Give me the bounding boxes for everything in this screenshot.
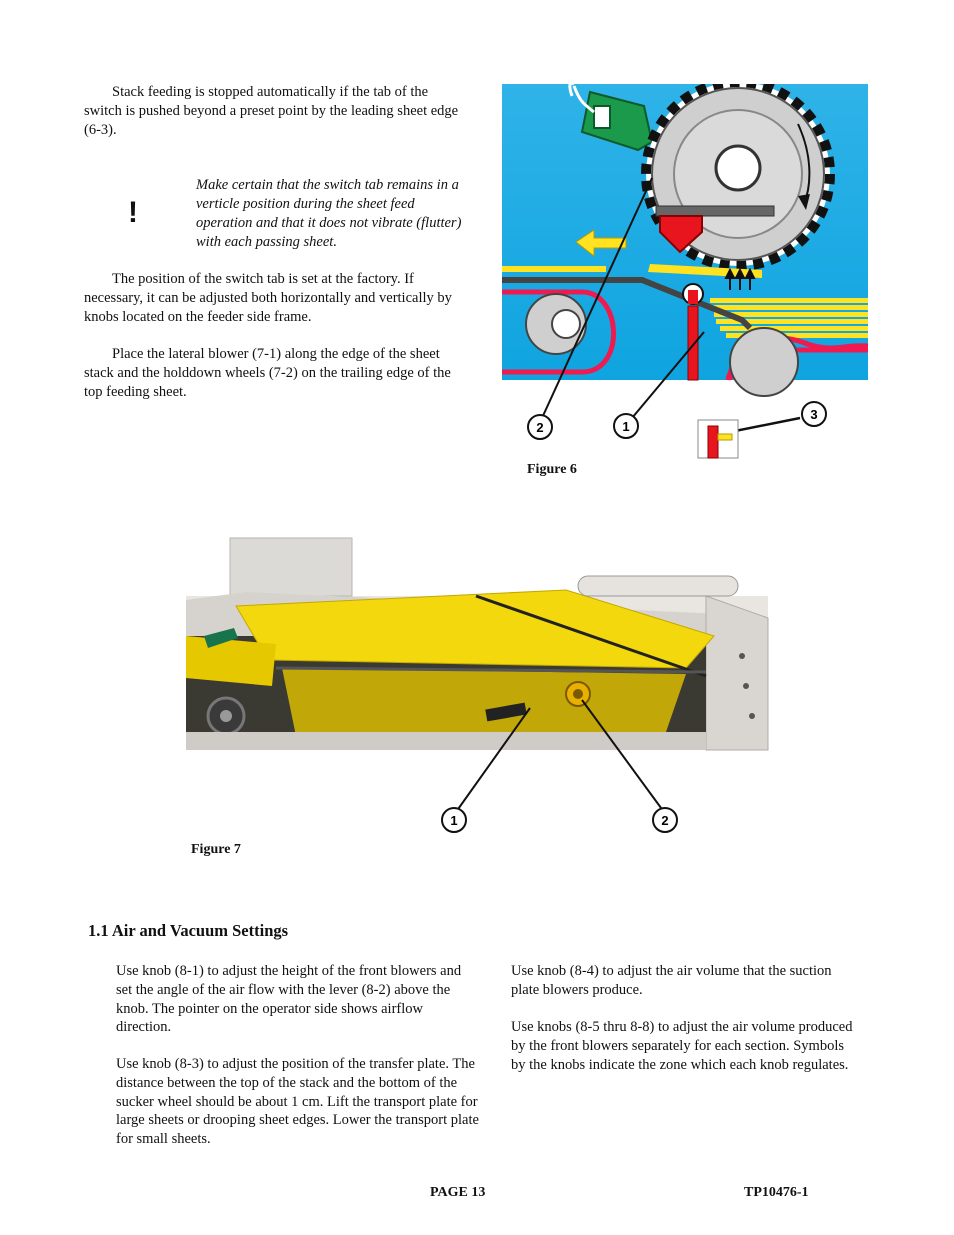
svg-text:2: 2 bbox=[661, 813, 669, 828]
paragraph-front-blowers: Use knob (8-1) to adjust the height of the front blowers and set the angle of the air flow with the lever (8-2) above the knob. The pointer on the operator side shows airflow direction. bbox=[116, 963, 462, 1036]
wheel-hub bbox=[716, 146, 760, 190]
caution-note: Make certain that the switch tab remains in a verticle position during the sheet feed operation and that it does not vibrate (flutter) with each passing sheet. bbox=[196, 177, 462, 250]
figure-7-callout-1 bbox=[442, 808, 466, 832]
paragraph-switch-position: The position of the switch tab is set at the factory. If necessary, it can be adjusted both horizontally and vertically by knobs located on the feeder side frame. bbox=[84, 271, 452, 325]
paragraph-transfer-plate: Use knob (8-3) to adjust the position of the transfer plate. The distance between the top of the stack and the bottom of the sucker wheel should be about 1 cm. Lift the transport plate for large sheets or drooping sheet edges. Lower the transport plate for small sheets. bbox=[116, 1056, 479, 1148]
figure-6-diagram bbox=[502, 84, 872, 464]
figure-6-callout-2 bbox=[528, 415, 552, 439]
page-number: PAGE 13 bbox=[430, 1185, 486, 1200]
figure-7-photo bbox=[186, 536, 770, 838]
caution-mark: ! bbox=[128, 196, 138, 229]
paragraph-suction-blowers: Use knob (8-4) to adjust the air volume that the suction plate blowers produce. bbox=[511, 963, 832, 998]
document-id: TP10476-1 bbox=[744, 1185, 809, 1200]
figure-6-callout-3 bbox=[802, 402, 826, 426]
figure-7-caption: Figure 7 bbox=[191, 842, 241, 857]
figure-6-caption: Figure 6 bbox=[527, 462, 577, 477]
svg-text:1: 1 bbox=[450, 813, 458, 828]
switch-tab bbox=[688, 306, 698, 380]
paragraph-stack-feeding: Stack feeding is stopped automatically if the tab of the switch is pushed beyond a preset point by the leading sheet edge (6-3). bbox=[84, 84, 459, 138]
paragraph-front-blower-knobs: Use knobs (8-5 thru 8-8) to adjust the air volume produced by the front blowers separately for each section. Symbols by the knobs indicate the zone which each knob regulates. bbox=[511, 1019, 853, 1073]
section-heading: 1.1 Air and Vacuum Settings bbox=[88, 921, 289, 940]
svg-text:3: 3 bbox=[810, 407, 818, 422]
right-roller bbox=[730, 328, 798, 396]
paragraph-lateral-blower: Place the lateral blower (7-1) along the edge of the sheet stack and the holddown wheels (7-2) on the trailing edge of the top feeding sheet. bbox=[84, 346, 451, 400]
figure-6-callout-1 bbox=[614, 414, 638, 438]
svg-text:1: 1 bbox=[622, 419, 630, 434]
svg-text:2: 2 bbox=[536, 420, 544, 435]
figure-7-callout-2 bbox=[653, 808, 677, 832]
